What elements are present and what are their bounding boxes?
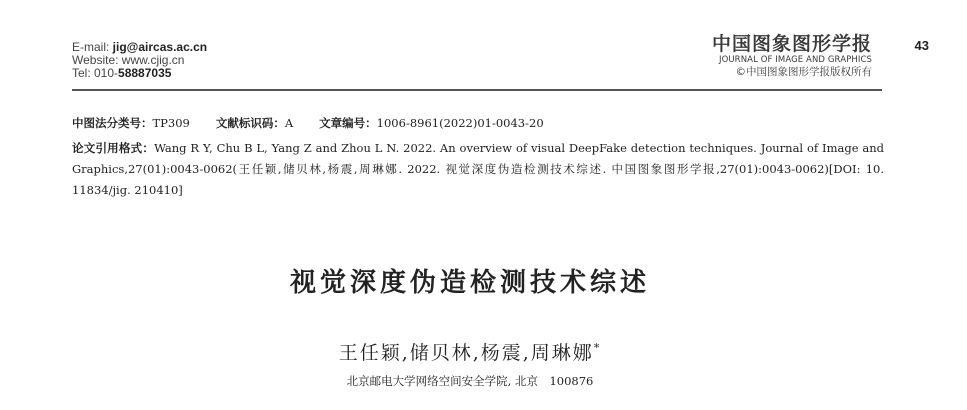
- website-line[interactable]: Website: www.cjig.cn: [72, 53, 185, 67]
- classification-line: [72, 114, 884, 132]
- email-label: E-mail:: [72, 40, 113, 54]
- doc-code-label: 文献标识码：: [215, 116, 285, 130]
- article-number-label: 文章编号：: [319, 116, 377, 130]
- email-link[interactable]: jig@aircas.ac.cn: [112, 40, 208, 54]
- author-names: 王任颖,储贝林,杨震,周琳娜: [338, 342, 594, 364]
- page-number: 43: [914, 38, 929, 53]
- journal-title-en: JOURNAL OF IMAGE AND GRAPHICS: [718, 55, 872, 65]
- contact-info: [72, 41, 207, 80]
- header-divider: [72, 89, 882, 91]
- copyright-notice: ©中国图象图形学报版权所有: [735, 66, 872, 78]
- corresponding-author-mark: *: [593, 341, 602, 355]
- author-list: [0, 338, 940, 365]
- affiliation: 北京邮电大学网络空间安全学院, 北京 100876: [346, 374, 594, 388]
- citation-text[interactable]: Wang R Y, Chu B L, Yang Z and Zhou L N. 2022. An overview of visual DeepFake detection techniques. Journal of Image and Graphics,27(01):0043-0062(王任颖,储贝林,杨震,周琳娜. 2022. 视觉深度伪造检测技术综述. 中国图象图形学报,27(01):0043-0062)[DOI: 10. 11834/jig. 210410]: [72, 141, 885, 197]
- clc-label: 中图法分类号：: [72, 116, 153, 130]
- clc-value: TP309: [152, 116, 190, 130]
- journal-masthead: [712, 33, 872, 79]
- tel-label: Tel: 010-: [72, 66, 119, 80]
- tel-number: 58887035: [118, 66, 172, 80]
- doc-code-value: A: [284, 116, 294, 130]
- journal-title-cn: 中国图象图形学报: [711, 33, 872, 55]
- paper-title: 视觉深度伪造检测技术综述: [289, 268, 650, 298]
- citation-label: 论文引用格式：: [72, 141, 155, 155]
- citation-block: [72, 138, 884, 201]
- article-metadata: [72, 114, 884, 201]
- article-number-value: 1006-8961(2022)01-0043-20: [376, 116, 544, 130]
- tel-line: [72, 67, 207, 80]
